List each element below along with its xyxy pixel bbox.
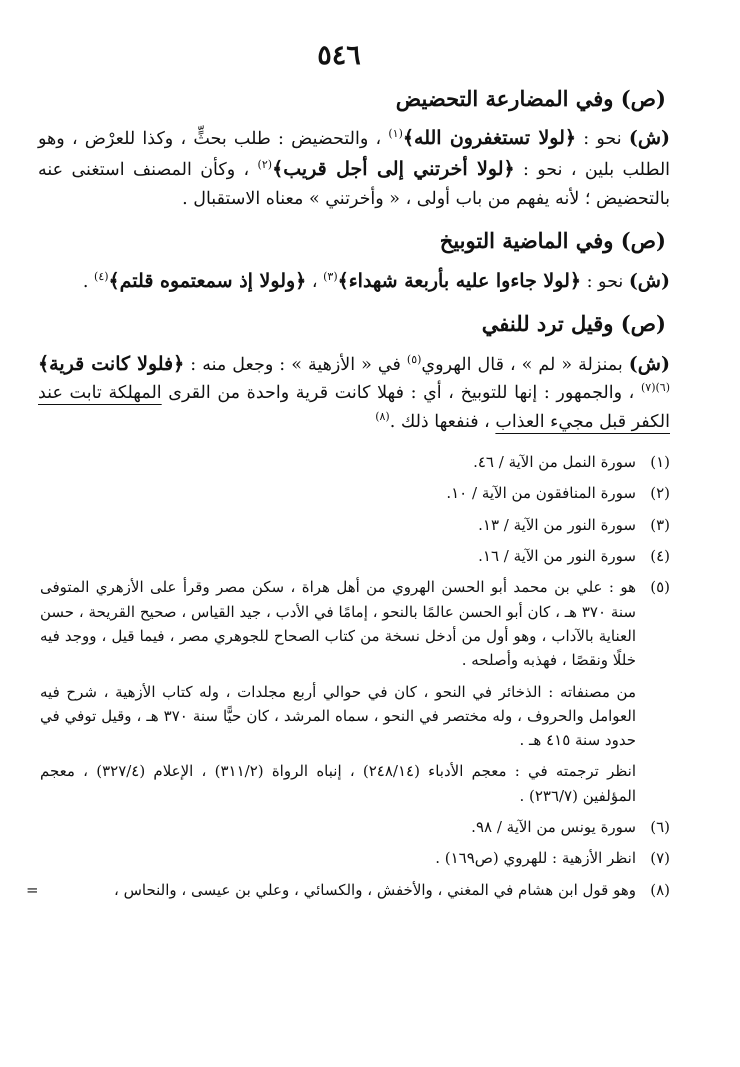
footnote-7 [40,846,670,870]
footnote-number: (٧) [650,849,670,868]
text-segment: ، وكأن المصنف استغنى عنه بالتحضيض ؛ لأنه يفهم من باب أولى ، « وأخرتني » معناه الاستقبال . [38,160,670,209]
text-segment: . [82,271,95,292]
footnote-number: (٤) [650,547,670,566]
commentary-label: (ش) [628,269,670,292]
footnote-text: سورة النمل من الآية / ٤٦. [473,453,636,472]
footnote-1 [40,450,670,474]
footnote-ref: (٨) [375,409,390,423]
footnote-text: سورة يونس من الآية / ٩٨. [471,817,636,836]
footnote-text: وهو قول ابن هشام في المغني ، والأخفش ، والكسائي ، وعلي بن عيسى ، والنحاس ، [113,880,636,899]
footnote-5-works: من مصنفاته : الذخائر في النحو ، كان في حوالي أربع مجلدات ، وله كتاب الأزهية ، شرح فيه العوامل والحروف ، وله مختصر في النحو ، سماه المرشد ، كان حيًّا سنة ٣٧٠ هـ ، وقيل توفي في حدود سنة ٤١٥ هـ . [40,682,637,750]
footnotes [26,450,670,902]
footnote-number: (٣) [650,515,670,534]
section-heading-tahdid: (ص) وفي المضارعة التحضيض [395,86,666,111]
footnote-number: (٢) [650,484,670,503]
footnote-3 [40,513,670,537]
commentary-label: (ش) [628,352,670,375]
footnote-ref: (١) [388,127,403,141]
section-heading-nafy: (ص) وقيل ترد للنفي [481,311,666,337]
quran-quote: ﴿لولا جاءوا عليه بأربعة شهداء﴾ [337,269,582,292]
text-segment: ، [306,271,324,292]
text-segment: نحو : [581,271,629,292]
text-segment: ، والتحضيض : طلب بحثٍّ ، وكذا للعرْض ، وهو الطلب بلين ، نحو : [38,129,671,181]
quran-quote: ﴿فلولا كانت قرية﴾ [38,352,185,375]
text-segment: ، والجمهور : إنها للتوبيخ ، أي : فهلا كانت قرية واحدة من القرى [161,383,641,404]
text-segment: ، فنفعها ذلك . [389,411,496,432]
document-page [26,40,671,1037]
text-segment: نحو : [576,129,629,150]
text-segment: في « الأزهية » : وجعل منه : [184,354,407,375]
footnote-4 [40,544,670,568]
footnote-5-sources: انظر ترجمته في : معجم الأدباء (٢٤٨/١٤) ، إنباه الرواة (٣١١/٢) ، الإعلام (٣٢٧/٤) ، معجم المؤلفين (٢٣٦/٧) . [40,762,636,805]
footnote-8 [26,878,670,902]
footnote-number: (٥) [650,578,670,597]
section-heading-tawbikh: (ص) وفي الماضية التوبيخ [439,228,666,254]
quran-quote: ﴿لولا أخرتني إلى أجل قريب﴾ [272,158,515,181]
page-number: ٥٤٦ [317,40,361,71]
footnote-text: سورة النور من الآية / ١٦. [478,547,636,566]
footnote-text: سورة المنافقون من الآية / ١٠. [446,484,636,503]
commentary-paragraph-tahdid [38,123,670,213]
footnote-5 [40,575,670,672]
continued-mark: = [26,880,39,899]
footnote-number: (٨) [650,880,670,899]
footnote-ref: (٦)(٧) [640,381,670,395]
footnote-number: (٦) [650,817,670,836]
footnote-6 [40,815,670,839]
footnote-ref: (٤) [94,269,109,283]
footnote-ref: (٢) [257,158,273,172]
text-segment: بمنزلة « لم » ، قال الهروي [421,354,629,375]
footnote-2 [40,481,670,505]
quran-quote: ﴿ولولا إذ سمعتموه قلتم﴾ [108,269,307,292]
footnote-number: (١) [650,453,670,472]
commentary-label: (ش) [628,127,671,150]
quran-quote: ﴿لولا تستغفرون الله﴾ [402,127,577,150]
footnote-text: انظر الأزهية : للهروي (ص١٦٩) . [435,849,636,868]
footnote-ref: (٥) [406,352,422,366]
commentary-paragraph-nafy [38,349,670,436]
footnote-ref: (٣) [323,269,338,283]
footnote-text: سورة النور من الآية / ١٣. [478,515,636,534]
footnote-text: هو : علي بن محمد أبو الحسن الهروي من أهل هراة ، سكن مصر وقرأ على الأزهري المتوفى سنة ٣٧٠ هـ ، كان أبو الحسن عالمًا بالنحو ، إمامًا في الأدب ، جيد القياس ، صحيح القريحة ، حسن العناية بالآداب ، وهو أول من أدخل نسخة من كتاب الصحاح للجوهري مصر ، فيما قيل ، ووجد فيه خللًا ونقصًا ، فهذبه وأصلحه . [40,578,637,670]
underlined-text: المهلكة تابت عند الكفر قبل مجيء العذاب [38,383,670,432]
commentary-paragraph-tawbikh [38,266,670,297]
